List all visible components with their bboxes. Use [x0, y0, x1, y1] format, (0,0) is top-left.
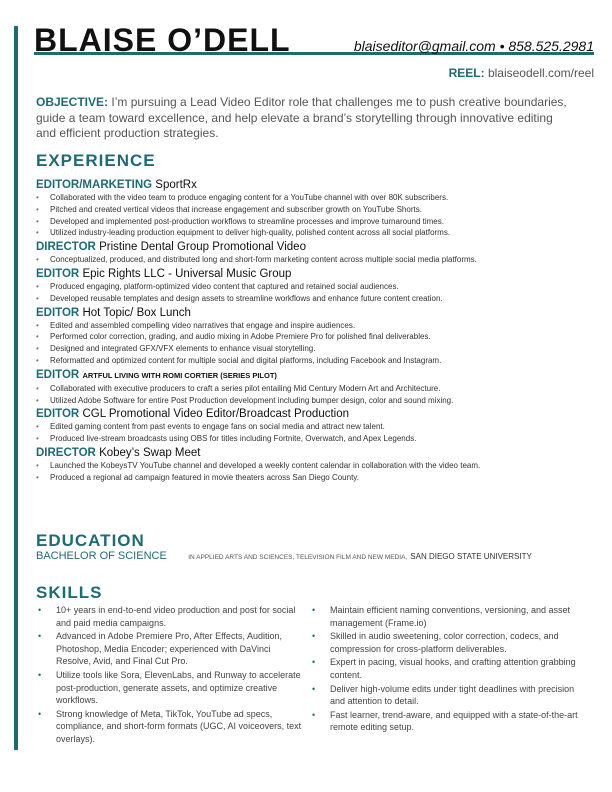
job-bullet: • Conceptualized, produced, and distributed long and short-form marketing content across multiple social media platforms.: [36, 254, 596, 266]
job-org: Kobey’s Swap Meet: [99, 446, 201, 459]
education-entry: [36, 550, 596, 562]
job-entry: [36, 446, 596, 484]
job-org: Hot Topic/ Box Lunch: [82, 306, 191, 319]
job-bullet: • Produced a regional ad campaign featured in movie theaters across San Diego County.: [36, 472, 596, 484]
job-bullet: • Utilized Adobe Software for entire Post Production development including bumper design, color and sound mixing.: [36, 395, 596, 407]
reel-label: REEL:: [448, 66, 485, 80]
job-bullet: • Designed and integrated GFX/VFX elements to enhance visual storytelling.: [36, 343, 596, 355]
skill-item: • Deliver high-volume edits under tight deadlines with precision and attention to detail.: [310, 683, 578, 708]
skills-left-column: [36, 604, 304, 747]
skill-item: • Fast learner, trend-aware, and equipped with a state-of-the-art remote editing setup.: [310, 709, 578, 734]
skill-item: • Strong knowledge of Meta, TikTok, YouTube ad specs, compliance, and short-form formats (UGC, AI voiceovers, text overlays).: [36, 708, 304, 746]
experience-list: [36, 178, 596, 485]
job-entry: [36, 267, 596, 305]
objective-text: I’m pursuing a Lead Video Editor role that challenges me to push creative boundaries, guide a team toward excellence, and help elevate a brand’s storytelling through innovative editing and efficient production strategies.: [36, 95, 567, 140]
education-title: EDUCATION: [36, 531, 145, 550]
reel-link[interactable]: [449, 66, 594, 80]
job-entry: [36, 368, 596, 407]
job-bullet: • Utilized industry-leading production equipment to deliver high-quality, polished content across all social platforms.: [36, 227, 596, 239]
job-entry: [36, 240, 596, 266]
job-role: DIRECTOR: [36, 446, 96, 459]
job-bullet: • Produced engaging, platform-optimized video content that captured and retained social audiences.: [36, 281, 596, 293]
job-bullet: • Pitched and created vertical videos that increase engagement and subscriber growth on YouTube Shorts.: [36, 204, 596, 216]
job-bullet: • Produced live-stream broadcasts using OBS for titles including Fortnite, Overwatch, and Apex Legends.: [36, 433, 596, 445]
job-role: EDITOR: [36, 368, 80, 381]
job-role: EDITOR: [36, 306, 80, 319]
job-org: Epic Rights LLC - Universal Music Group: [82, 267, 292, 280]
job-role: EDITOR/MARKETING: [36, 179, 153, 191]
job-bullet: • Edited and assembled compelling video narratives that engage and inspire audiences.: [36, 320, 596, 332]
degree: BACHELOR OF SCIENCE: [36, 550, 167, 562]
job-bullet: • Developed and implemented post-production workflows to streamline processes and improve turnaround times.: [36, 216, 596, 228]
skill-item: • Expert in pacing, visual hooks, and crafting attention grabbing content.: [310, 656, 578, 681]
job-org: ARTFUL LIVING WITH ROMI CORTIER (SERIES PILOT): [82, 370, 277, 380]
job-entry: [36, 178, 596, 239]
job-entry: [36, 306, 596, 367]
degree-field: IN APPLIED ARTS AND SCIENCES, TELEVISION FILM AND NEW MEDIA,: [188, 554, 408, 561]
skills-right-column: [310, 604, 578, 735]
job-entry: [36, 407, 596, 445]
job-bullet: • Collaborated with the video team to produce engaging content for a YouTube channel with over 80K subscribers.: [36, 192, 596, 204]
job-org: Pristine Dental Group Promotional Video: [99, 241, 306, 254]
job-bullet: • Developed reusable templates and design assets to streamline workflows and enhance future content creation.: [36, 293, 596, 305]
job-bullet: • Launched the KobeysTV YouTube channel and developed a weekly content calendar in collaboration with the video team.: [36, 460, 596, 472]
skill-item: • Skilled in audio sweetening, color correction, codecs, and compression for cross-platform deliverables.: [310, 630, 578, 655]
candidate-name: BLAISE O’DELL: [34, 22, 291, 58]
job-bullet: • Collaborated with executive producers to craft a series pilot entailing Mid Century Modern Art and Architecture.: [36, 383, 596, 395]
job-role: DIRECTOR: [36, 241, 96, 254]
job-org: SportRx: [155, 179, 197, 191]
job-bullet: • Performed color correction, grading, and audio mixing in Adobe Premiere Pro for polished final deliverables.: [36, 331, 596, 343]
skill-item: • Utilize tools like Sora, ElevenLabs, and Runway to accelerate post-production, generate assets, and optimize creative workflows.: [36, 669, 304, 707]
skill-item: • Maintain efficient naming conventions, versioning, and asset management (Frame.io): [310, 604, 578, 629]
skill-item: • 10+ years in end-to-end video production and post for social and paid media campaigns.: [36, 604, 304, 629]
job-bullet: • Edited gaming content from past events to engage fans on social media and attract new talent.: [36, 421, 596, 433]
job-bullet: • Reformatted and optimized content for multiple social and digital platforms, including Facebook and Instagram.: [36, 355, 596, 367]
job-role: EDITOR: [36, 408, 80, 421]
objective: [36, 95, 576, 142]
reel-url[interactable]: blaiseodell.com/reel: [487, 66, 594, 80]
job-org: CGL Promotional Video Editor/Broadcast Production: [82, 408, 350, 421]
contact-info[interactable]: blaiseditor@gmail.com • 858.525.2981: [353, 38, 594, 54]
experience-title: EXPERIENCE: [36, 151, 156, 170]
objective-label: OBJECTIVE:: [36, 95, 109, 109]
job-role: EDITOR: [36, 267, 80, 280]
university: SAN DIEGO STATE UNIVERSITY: [410, 552, 532, 561]
skills-title: SKILLS: [36, 583, 103, 602]
skill-item: • Advanced in Adobe Premiere Pro, After Effects, Audition, Photoshop, Media Encoder; experienced with DaVinci Resolve, Avid, and Final Cut Pro.: [36, 630, 304, 668]
left-accent-bar: [14, 26, 18, 750]
